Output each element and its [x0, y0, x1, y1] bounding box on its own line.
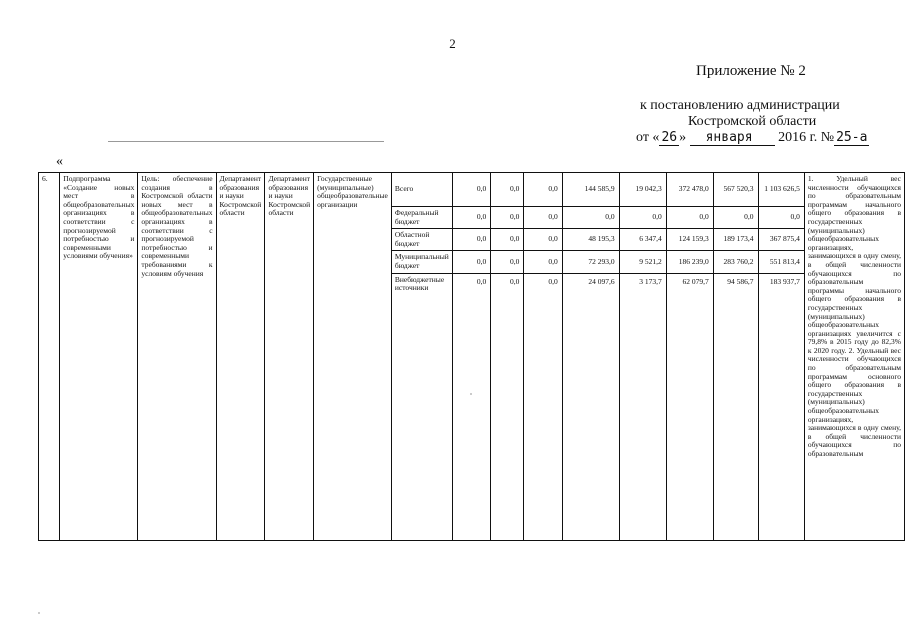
funding-value: 19 042,3 [619, 173, 666, 207]
executor-2: Департамент образования и науки Костромской области [265, 173, 314, 541]
funding-value: 3 173,7 [619, 273, 666, 540]
funding-value: 0,0 [619, 207, 666, 229]
funding-value: 0,0 [524, 229, 562, 251]
opening-quote: « [56, 154, 63, 169]
decree-prefix: от « [636, 130, 660, 145]
signature-line [108, 141, 384, 142]
funding-value: 189 173,4 [713, 229, 758, 251]
executor-1: Департамент образования и науки Костромской области [216, 173, 265, 541]
funding-value: 0,0 [491, 229, 524, 251]
funding-value: 6 347,4 [619, 229, 666, 251]
decree-number: 25-а [836, 130, 868, 145]
funding-value: 186 239,0 [666, 251, 713, 273]
funding-value: 124 159,3 [666, 229, 713, 251]
funding-value: 72 293,0 [562, 251, 619, 273]
scan-speck [38, 612, 40, 614]
decree-day: 26 [661, 130, 678, 145]
funding-value: 0,0 [524, 251, 562, 273]
row-index: 6. [39, 173, 60, 541]
funding-value: 0,0 [524, 207, 562, 229]
funding-value: 0,0 [452, 273, 490, 540]
funding-source: Всего [391, 173, 452, 207]
participant: Государственные (муниципальные) общеобразовательные организации [314, 173, 392, 541]
funding-value: 144 585,9 [562, 173, 619, 207]
funding-value: 283 760,2 [713, 251, 758, 273]
funding-value: 0,0 [713, 207, 758, 229]
funding-value: 0,0 [491, 173, 524, 207]
decree-line-2: Костромской области [688, 114, 817, 129]
funding-source: Внебюджетные источники [391, 273, 452, 540]
decree-line-1: к постановлению администрации [640, 98, 840, 113]
funding-value: 9 521,2 [619, 251, 666, 273]
funding-value: 183 937,7 [758, 273, 804, 540]
funding-value: 0,0 [491, 273, 524, 540]
funding-value: 0,0 [491, 207, 524, 229]
scan-speck [470, 393, 472, 395]
table-row [39, 173, 905, 207]
decree-year: 2016 г. № [778, 130, 835, 145]
subprogram-table [38, 172, 905, 541]
funding-value: 0,0 [452, 229, 490, 251]
funding-source: Областной бюджет [391, 229, 452, 251]
funding-value: 367 875,4 [758, 229, 804, 251]
target-indicators: 1. Удельный вес численности обучающихся по образовательным программам начального общего образования в государственных (муниципальных) общеобразовательных организациях, занимающихся в одну смену, в общей численности обучающихся по образовательным программы начального общего образования в государственных (муниципальных) общеобразовательных организациях увеличится с 79,8% в 2015 году до 82,3% к 2020 году. 2. Удельный вес численности обучающихся по образовательным программам основного общего образования в государственных (муниципальных) общеобразовательных организациях, занимающихся в одну смену, в общей численности обучающихся по образовательным [804, 173, 904, 541]
decree-date-line [636, 130, 869, 146]
funding-value: 24 097,6 [562, 273, 619, 540]
funding-value: 0,0 [452, 173, 490, 207]
funding-value: 0,0 [666, 207, 713, 229]
decree-month: января [690, 130, 775, 146]
funding-source: Федеральный бюджет [391, 207, 452, 229]
funding-value: 0,0 [524, 273, 562, 540]
funding-value: 62 079,7 [666, 273, 713, 540]
funding-value: 567 520,3 [713, 173, 758, 207]
funding-value: 0,0 [758, 207, 804, 229]
page-number: 2 [449, 36, 456, 51]
funding-value: 0,0 [562, 207, 619, 229]
funding-source: Муниципальный бюджет [391, 251, 452, 273]
decree-mid: » [679, 130, 687, 145]
funding-value: 551 813,4 [758, 251, 804, 273]
funding-value: 1 103 626,5 [758, 173, 804, 207]
appendix-title: Приложение № 2 [696, 63, 806, 79]
funding-value: 94 586,7 [713, 273, 758, 540]
funding-value: 0,0 [524, 173, 562, 207]
funding-value: 0,0 [452, 251, 490, 273]
funding-value: 372 478,0 [666, 173, 713, 207]
funding-value: 0,0 [452, 207, 490, 229]
subprogram-name: Подпрограмма «Создание новых мест в общеобразовательных организациях в соответствии с прогнозируемой потребностью и современными условиями обучения» [60, 173, 138, 541]
funding-value: 48 195,3 [562, 229, 619, 251]
subprogram-goal: Цель: обеспечение создания в Костромской области новых мест в общеобразовательных организациях в соответствии с прогнозируемой потребностью и современными требованиями к условиям обучения [138, 173, 216, 541]
funding-value: 0,0 [491, 251, 524, 273]
